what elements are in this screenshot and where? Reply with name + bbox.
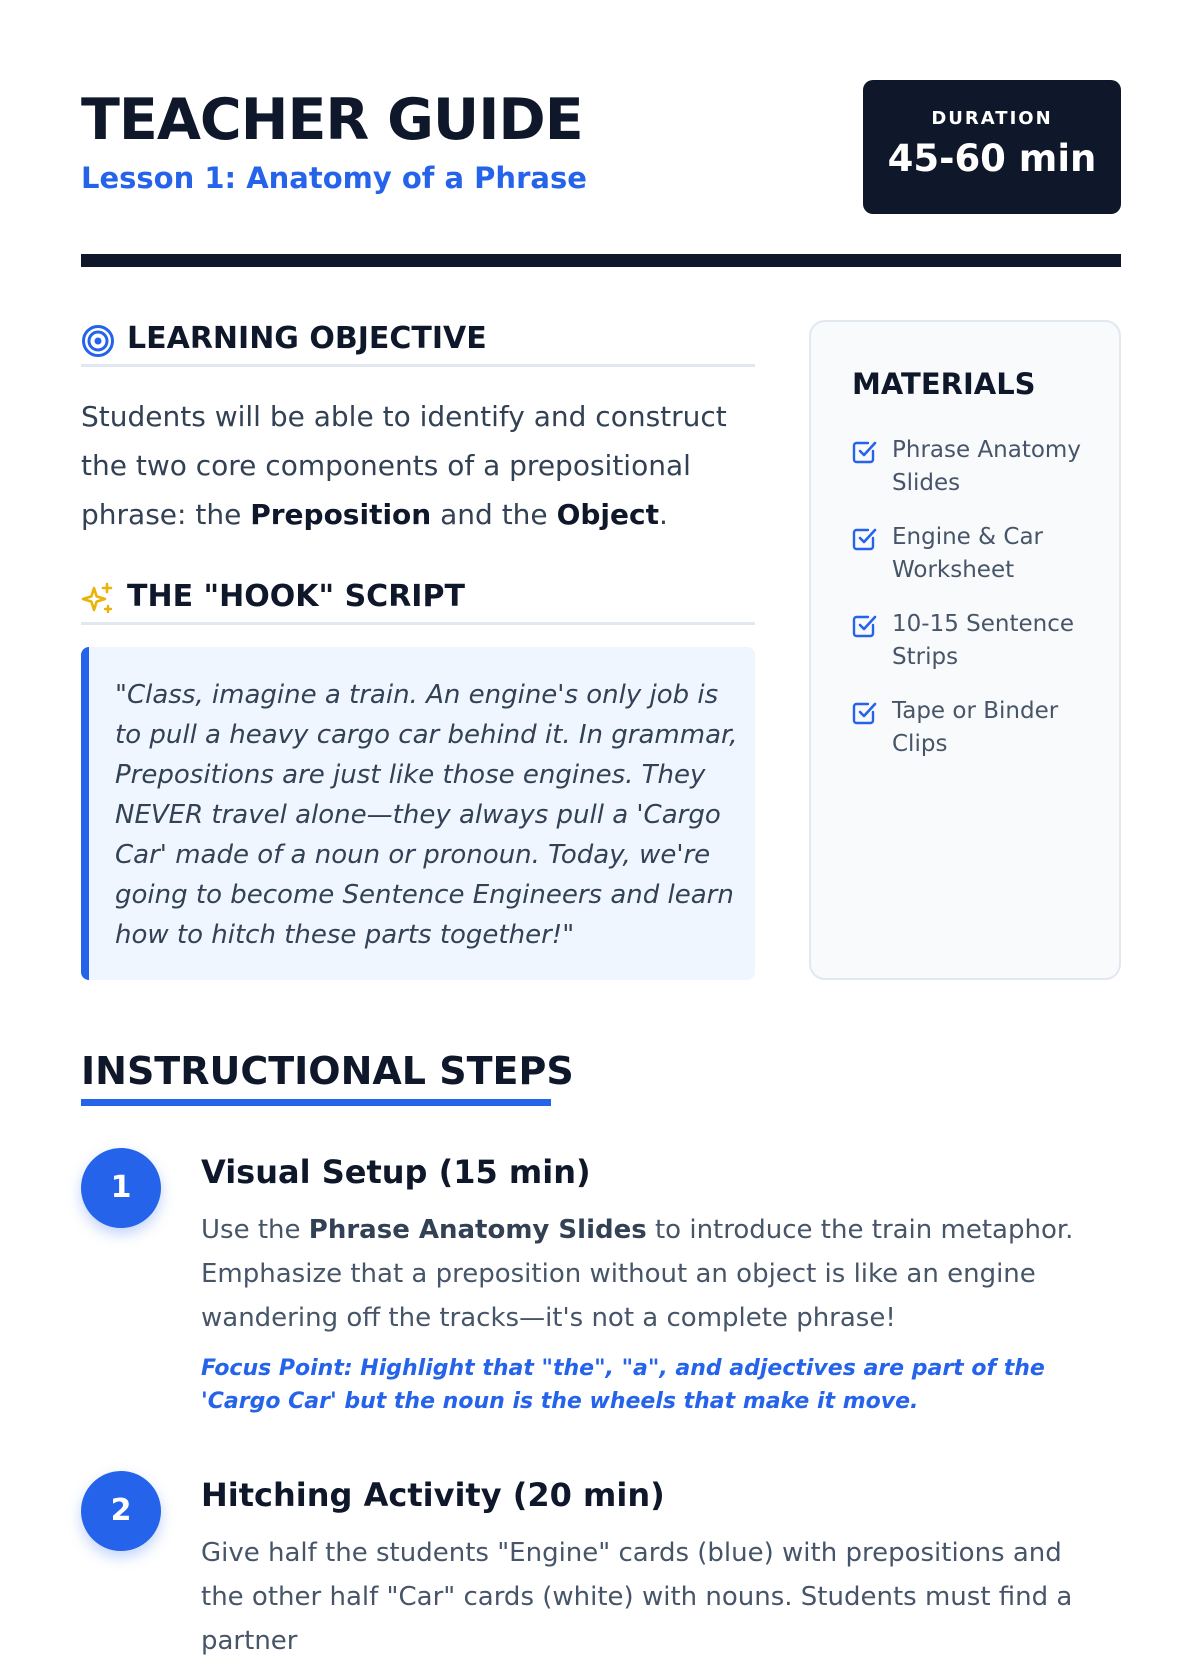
checkbox-icon (852, 612, 878, 638)
target-icon (81, 324, 115, 358)
steps-title-underline (81, 1099, 551, 1106)
step-description-part: to introduce the train metaphor. Emphasize that a preposition without an object is like an engine wandering off the tracks—it's not a complete phrase! (201, 1215, 1074, 1333)
hook-quote-text: "Class, imagine a train. An engine's only job is to pull a heavy cargo car behind it. In grammar, Prepositions are just like those engines. They NEVER travel alone—they always pull a 'Cargo Car' made of a noun or pronoun. Today, we're going to become Sentence Engineers and learn how to hitch these parts together!" (115, 680, 738, 950)
term-object: Object (556, 498, 659, 531)
page-title: TEACHER GUIDE (81, 87, 583, 153)
materials-item-label: Phrase Anatomy Slides (892, 437, 1081, 496)
step-number-badge: 2 (81, 1471, 161, 1551)
objective-heading (81, 320, 755, 367)
step-description-part: Use the (201, 1215, 309, 1245)
materials-item-label: 10-15 Sentence Strips (892, 611, 1075, 670)
step-description (201, 1208, 1101, 1340)
hook-heading-text: THE "HOOK" SCRIPT (127, 579, 465, 614)
materials-item (852, 525, 1092, 612)
duration-badge (863, 80, 1121, 214)
step-number-badge: 1 (81, 1148, 161, 1228)
checkbox-icon (852, 699, 878, 725)
materials-item (852, 438, 1092, 525)
objective-heading-text: LEARNING OBJECTIVE (127, 321, 487, 356)
hook-quote-box (81, 647, 755, 980)
materials-item (852, 699, 1092, 786)
duration-label: DURATION (931, 108, 1053, 129)
materials-item-label: Engine & Car Worksheet (892, 524, 1043, 583)
term-preposition: Preposition (250, 498, 432, 531)
step-description (201, 1531, 1101, 1663)
duration-value: 45-60 min (887, 137, 1097, 180)
hook-heading (81, 578, 755, 625)
step-focus-point: Focus Point: Highlight that "the", "a", and adjectives are part of the 'Cargo Car' but the noun is the wheels that make it move. (201, 1356, 1045, 1414)
objective-text-part: . (658, 498, 668, 531)
materials-title: MATERIALS (852, 367, 1036, 401)
objective-text-part: Students will be able to identify and construct the two core components of a prepositional phrase: the (81, 400, 727, 531)
objective-text (81, 392, 755, 539)
step-description-part: Give half the students "Engine" cards (blue) with prepositions and the other half "Car" cards (white) with nouns. Students must find a partner (201, 1538, 1073, 1656)
materials-item (852, 612, 1092, 699)
header-divider (81, 254, 1121, 267)
step-title: Hitching Activity (20 min) (201, 1476, 665, 1514)
sparkles-icon (81, 582, 115, 616)
header (81, 80, 1121, 214)
step-title: Visual Setup (15 min) (201, 1153, 591, 1191)
materials-list (852, 438, 1092, 786)
materials-item-label: Tape or Binder Clips (892, 698, 1059, 757)
checkbox-icon (852, 525, 878, 551)
objective-text-part: and the (431, 498, 557, 531)
materials-card (809, 320, 1121, 980)
step-material-highlight: Phrase Anatomy Slides (308, 1215, 647, 1245)
steps-title: INSTRUCTIONAL STEPS (81, 1049, 574, 1093)
checkbox-icon (852, 438, 878, 464)
lesson-subtitle: Lesson 1: Anatomy of a Phrase (81, 161, 587, 195)
